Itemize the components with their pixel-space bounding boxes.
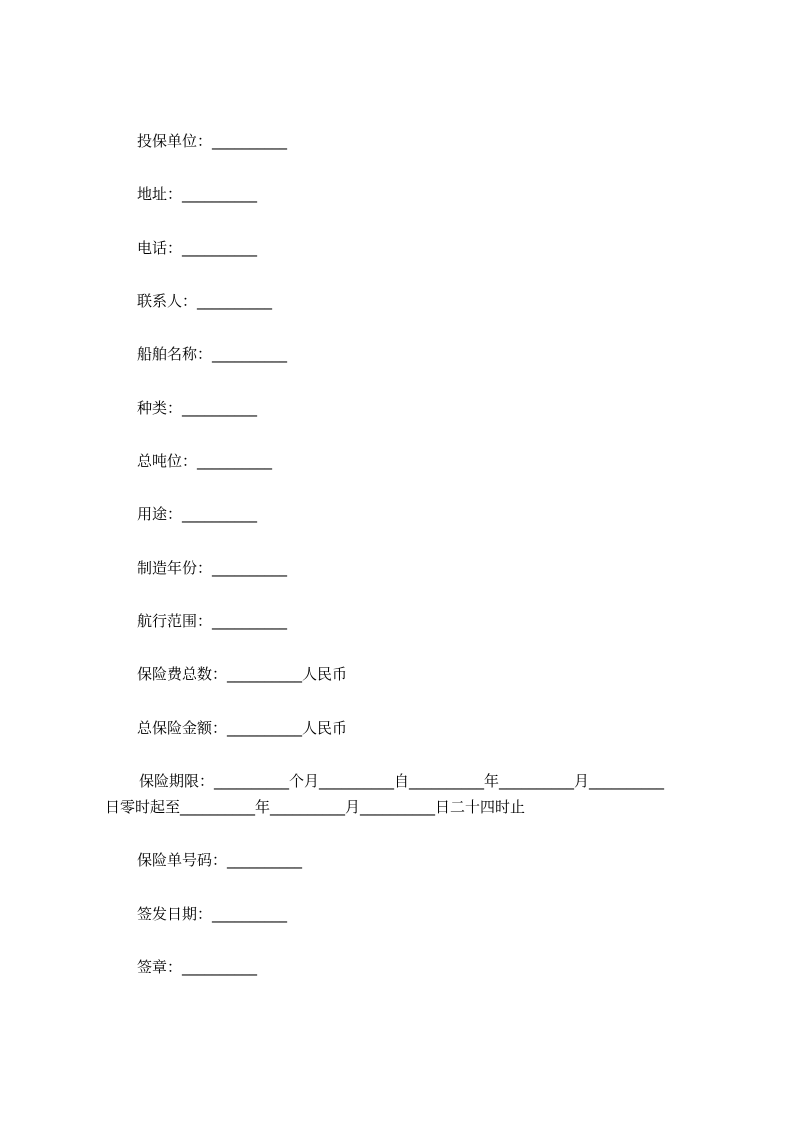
field-label: 船舶名称： [137,345,213,364]
build-year-field [0,555,793,581]
field-blank: __________ [182,398,258,417]
currency-suffix: 人民币 [302,718,348,737]
field-label: 制造年份： [137,558,213,577]
field-blank: __________ [182,185,258,204]
field-blank: __________ [182,505,258,524]
field-blank: __________ [197,451,273,470]
issue-date-field [0,901,793,927]
field-label: 投保单位： [137,132,213,150]
field-label: 联系人： [137,291,198,310]
field-label: 用途： [137,505,183,524]
insurance-period-text-1: __________个月__________自__________年__________月__________ [214,771,665,790]
field-label: 签章： [137,957,183,976]
field-blank: __________ [212,904,288,923]
field-blank: __________ [197,291,273,310]
field-label: 电话： [137,238,183,257]
address-field [0,181,793,207]
field-label: 签发日期： [137,904,213,923]
contact-person-field [0,288,793,314]
field-blank: __________ [227,665,303,684]
field-blank: __________ [212,558,288,577]
navigation-area-field [0,608,793,634]
field-blank: __________ [182,238,258,257]
field-blank: __________ [182,957,258,976]
field-blank: __________ [212,611,288,630]
gross-tonnage-field [0,448,793,474]
phone-field [0,235,793,261]
field-label: 总吨位： [137,451,198,470]
total-sum-insured-field [0,715,793,741]
applicant-field [0,128,793,154]
field-blank: __________ [227,851,303,870]
insurance-period-text-2: 日零时起至__________年__________月__________日二十四时止 [105,797,526,816]
field-label: 保险费总数： [137,665,228,684]
insurance-period-field [0,768,793,820]
vessel-type-field [0,395,793,421]
field-blank: __________ [212,345,288,364]
field-label: 地址： [137,185,183,204]
insurance-period-line-2 [0,794,793,820]
policy-number-field [0,847,793,873]
field-label: 航行范围： [137,611,213,630]
field-label: 总保险金额： [137,718,228,737]
field-blank: __________ [227,718,303,737]
field-blank: __________ [212,132,288,150]
total-premium-field [0,661,793,687]
signature-seal-field [0,954,793,980]
field-label: 保险单号码： [137,851,228,870]
field-label: 保险期限： [139,771,215,790]
vessel-name-field [0,341,793,367]
currency-suffix: 人民币 [302,665,348,684]
usage-field [0,501,793,527]
insurance-period-line-1 [0,768,793,794]
field-label: 种类： [137,398,183,417]
